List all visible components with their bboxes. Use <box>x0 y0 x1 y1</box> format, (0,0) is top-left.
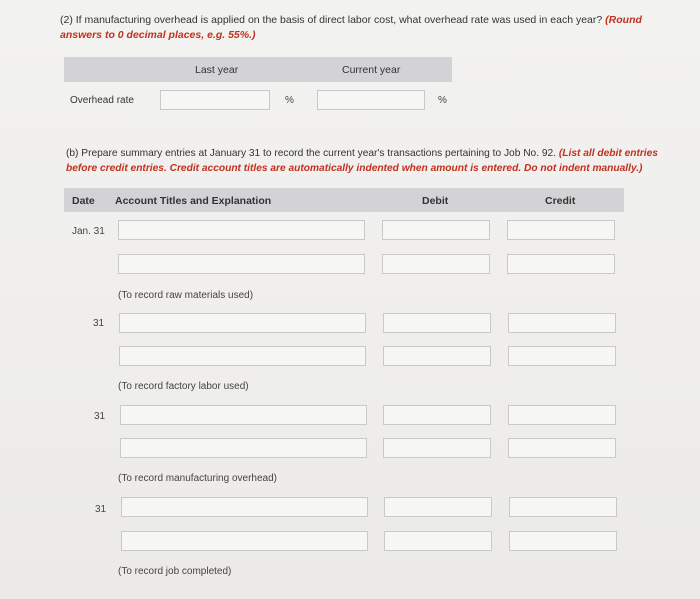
current-year-rate-input[interactable] <box>317 90 425 110</box>
part2-rounding-note: (Round answers to 0 decimal places, e.g. 55%.) <box>60 14 642 41</box>
last-year-percent-unit: % <box>285 95 294 106</box>
entry-1-line-1-debit-input[interactable] <box>382 220 490 240</box>
current-year-percent-unit: % <box>438 95 447 106</box>
entry-2-line-2-debit-input[interactable] <box>383 346 491 366</box>
entry-1-line-2-debit-input[interactable] <box>382 254 490 274</box>
entry-2-line-1-debit-input[interactable] <box>383 313 491 333</box>
journal-col-date: Date <box>72 195 95 207</box>
entry-4-line-1-account-input[interactable] <box>121 497 368 517</box>
entry-4-date: 31 <box>95 504 107 515</box>
entry-4-line-1-credit-input[interactable] <box>509 497 617 517</box>
entry-1-line-2-credit-input[interactable] <box>507 254 615 274</box>
entry-3-line-2-debit-input[interactable] <box>383 438 491 458</box>
entry-1-line-2-account-input[interactable] <box>118 254 365 274</box>
entry-1-line-1-account-input[interactable] <box>118 220 365 240</box>
journal-col-credit: Credit <box>545 195 576 207</box>
partb-instructions-note: (List all debit entries before credit entries. Credit account titles are automatically indented when amount is entered. Do not indent manually.) <box>66 148 658 174</box>
entry-1-memo: (To record raw materials used) <box>118 290 254 301</box>
entry-2-line-2-account-input[interactable] <box>119 346 366 366</box>
journal-col-debit: Debit <box>422 195 449 207</box>
entry-3-line-1-credit-input[interactable] <box>508 405 616 425</box>
entry-4-line-2-credit-input[interactable] <box>509 531 617 551</box>
entry-2-line-2-credit-input[interactable] <box>508 346 616 366</box>
journal-col-account: Account Titles and Explanation <box>115 195 272 207</box>
entry-4-memo: (To record job completed) <box>118 566 232 577</box>
overhead-rate-label: Overhead rate <box>70 95 134 106</box>
partb-question <box>66 146 666 176</box>
partb-question-text: (b) Prepare summary entries at January 31 to record the current year's transactions pertaining to Job No. 92. <box>66 148 557 159</box>
entry-1-line-1-credit-input[interactable] <box>507 220 615 240</box>
rate-table-header <box>64 57 452 82</box>
entry-4-line-2-debit-input[interactable] <box>384 531 492 551</box>
entry-3-line-1-debit-input[interactable] <box>383 405 491 425</box>
entry-2-memo: (To record factory labor used) <box>118 381 249 392</box>
col-last-year: Last year <box>195 64 239 76</box>
entry-3-line-2-credit-input[interactable] <box>508 438 616 458</box>
journal-header <box>64 188 624 212</box>
entry-3-date: 31 <box>94 411 106 422</box>
entry-3-line-2-account-input[interactable] <box>120 438 367 458</box>
part2-question-text: (2) If manufacturing overhead is applied on the basis of direct labor cost, what overhead rate was used in each year? <box>60 14 603 26</box>
last-year-rate-input[interactable] <box>160 90 270 110</box>
entry-2-line-1-account-input[interactable] <box>119 313 366 333</box>
entry-1-date: Jan. 31 <box>72 226 105 237</box>
entry-2-date: 31 <box>93 318 105 329</box>
col-current-year: Current year <box>342 64 401 76</box>
entry-4-line-2-account-input[interactable] <box>121 531 368 551</box>
entry-3-memo: (To record manufacturing overhead) <box>118 473 277 484</box>
entry-4-line-1-debit-input[interactable] <box>384 497 492 517</box>
part2-question <box>60 13 670 43</box>
entry-2-line-1-credit-input[interactable] <box>508 313 616 333</box>
entry-3-line-1-account-input[interactable] <box>120 405 367 425</box>
